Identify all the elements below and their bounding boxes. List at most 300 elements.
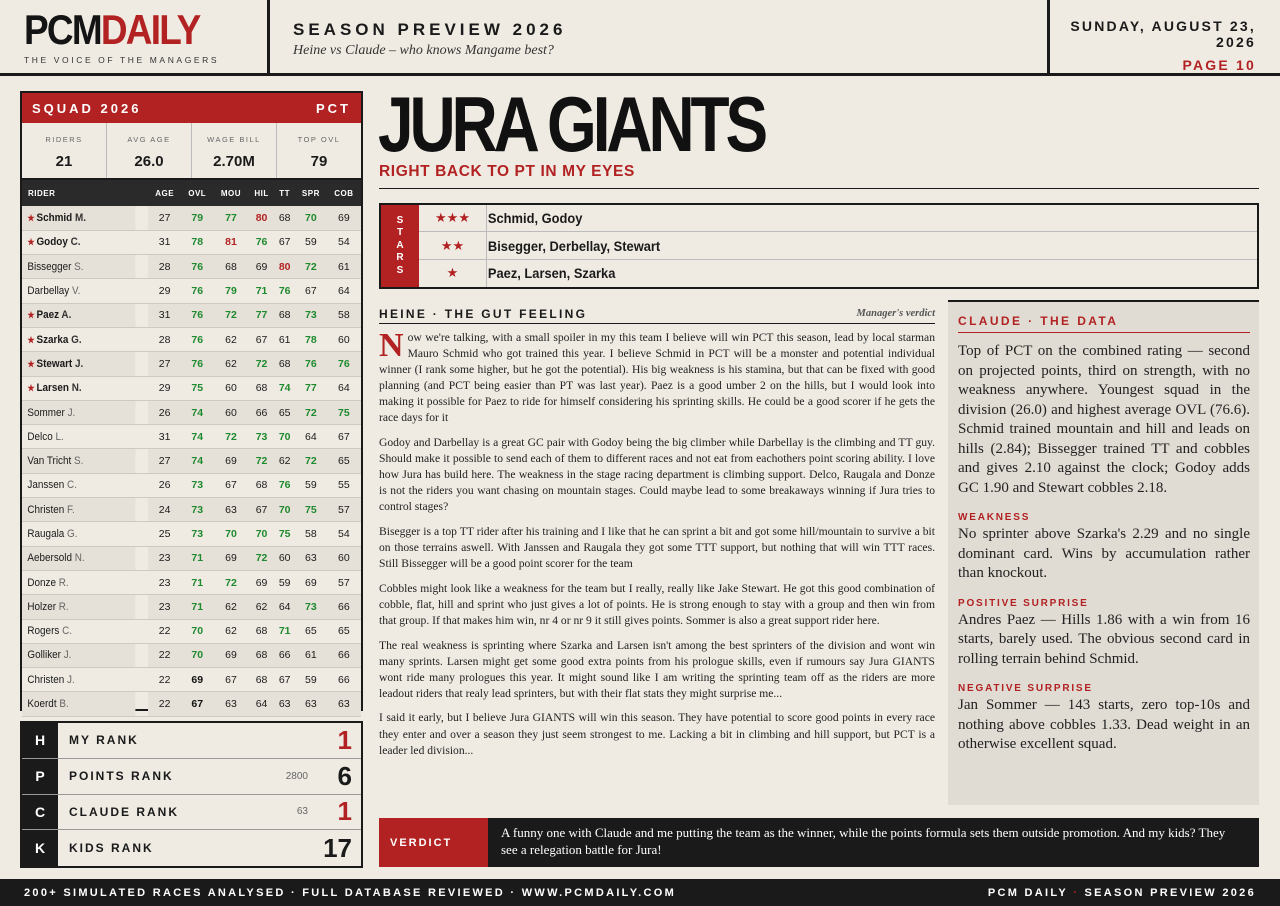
star-riders: Bisegger, Derbellay, Stewart <box>487 237 661 254</box>
claude-main-text: Top of PCT on the combined rating — second on projected points, third on strength, with no weakness anywhere. Youngest squad in the division (26.0) and highest average OVL (76.6). Schmid trained mountain and hill and leads on hills (2.84); Bissegger trained TT and cobbles and gives 2.10 against the clock; Godoy adds GC 1.90 and Stewart cobbles 2.18. <box>958 343 1250 496</box>
claude-title: CLAUDE · THE DATA <box>958 314 1250 333</box>
stars-tab <box>381 205 419 287</box>
rider-stat: 27 <box>148 449 181 473</box>
rider-stat: 68 <box>274 303 295 327</box>
squad-header <box>22 93 361 123</box>
rider-name <box>22 352 135 376</box>
rider-stat: 79 <box>181 206 213 230</box>
rider-stat: 75 <box>327 400 361 424</box>
heine-paragraph <box>379 524 935 572</box>
squad-division: PCT <box>316 100 351 116</box>
column-header[interactable]: TT <box>274 180 295 206</box>
rider-stat: 63 <box>295 692 327 716</box>
rider-stat: 70 <box>274 425 295 449</box>
rider-stat: 73 <box>295 303 327 327</box>
table-row[interactable] <box>22 230 361 254</box>
rider-name <box>22 279 135 303</box>
heine-paragraph-text: Cobbles might look like a weakness for the team but I really, really like Jake Stewart. He got this good combination of cobble, flat, hill and sprint who just gives a lot of points. He is strong enough to stay with a group and then win from that group. If that makes him win, nr 4 or nr 9 it still gives points. Sommer is also a great support rider here. <box>379 581 935 627</box>
rider-stat: 65 <box>295 619 327 643</box>
squad-stat-label: AVG AGE <box>127 135 171 144</box>
section-header <box>273 0 1047 73</box>
rider-stat: 71 <box>181 546 213 570</box>
rider-stat: 69 <box>213 546 249 570</box>
rider-name <box>22 473 135 497</box>
rider-surname: Sommer <box>27 406 65 419</box>
rider-stat: 76 <box>249 230 274 254</box>
rider-stat: 66 <box>274 643 295 667</box>
rider-stat: 66 <box>327 643 361 667</box>
rider-stat: 70 <box>295 206 327 230</box>
rider-stat: 54 <box>327 230 361 254</box>
rider-surname: Holzer <box>27 600 57 613</box>
column-header[interactable]: RIDER <box>22 180 148 206</box>
rider-stat: 79 <box>213 279 249 303</box>
rank-key: K <box>22 830 58 866</box>
rider-stat: 76 <box>181 327 213 351</box>
rider-stat: 60 <box>327 546 361 570</box>
claude-section-text: Jan Sommer — 143 starts, zero top-10s and nothing above cobbles 1.33. Dead weight in an otherwise excellent squad. <box>958 697 1250 752</box>
rider-stat: 64 <box>327 279 361 303</box>
table-row[interactable] <box>22 449 361 473</box>
verdict-label: VERDICT <box>379 818 488 867</box>
rider-stat: 76 <box>295 352 327 376</box>
rider-stat: 62 <box>213 327 249 351</box>
issue-date: SUNDAY, AUGUST 23, 2026 <box>1070 18 1256 50</box>
rider-stat: 74 <box>274 376 295 400</box>
rider-stat: 81 <box>213 230 249 254</box>
rider-stat: 68 <box>249 473 274 497</box>
rider-stat: 70 <box>181 643 213 667</box>
rider-stat: 69 <box>295 570 327 594</box>
claude-section-title: POSITIVE SURPRISE <box>958 597 1089 609</box>
rider-initial: N. <box>74 552 85 565</box>
claude-section-text: Andres Paez — Hills 1.86 with a win from 16 starts, barely used. The obvious second card in rolling terrain behind Schmid. <box>958 611 1250 667</box>
column-header[interactable]: MOU <box>213 180 249 206</box>
table-row[interactable] <box>22 279 361 303</box>
rider-name <box>22 425 135 449</box>
squad-stats <box>22 123 361 180</box>
table-row[interactable] <box>22 400 361 424</box>
table-row[interactable] <box>22 498 361 522</box>
rider-stat: 66 <box>327 595 361 619</box>
rider-surname: Donze <box>27 576 57 589</box>
rider-initial: G. <box>71 333 82 346</box>
rider-stat: 31 <box>148 425 181 449</box>
rider-initial: C. <box>67 479 77 492</box>
stars-tab-letter: T <box>396 227 404 239</box>
rider-stat: 76 <box>181 279 213 303</box>
rider-stat: 62 <box>213 619 249 643</box>
rider-stat: 64 <box>274 595 295 619</box>
star-icon: ★ <box>27 383 35 394</box>
table-row[interactable] <box>22 473 361 497</box>
rider-surname: Stewart <box>36 357 73 370</box>
stars-tab-letter: A <box>396 239 404 251</box>
rank-sub: 63 <box>296 806 308 818</box>
heine-paragraph-text: ow we're talking, with a small spoiler in my this team I believe will win PCT this season, lead by local starman Mauro Schmid who got trained this year. I believe Schmid in PCT will be a monster and potential individual winner (I rank some higher, but he got the potential). His big weakness is his stamina, but that can be fixed with good planning (and PCT being easier than PT was last year). Paez is a good umber 2 on the hills, but I would look into making it possible for Paez to ride for himself considering his sprinting skills. He could be a good scorer if he gets the race days for it <box>379 331 935 425</box>
column-header[interactable]: OVL <box>181 180 213 206</box>
rider-surname: Koerdt <box>27 698 57 711</box>
rider-stat: 55 <box>327 473 361 497</box>
table-row[interactable] <box>22 595 361 619</box>
stars-box <box>379 203 1259 289</box>
rider-stat: 71 <box>249 279 274 303</box>
rider-name <box>22 498 135 522</box>
rider-stat: 59 <box>274 570 295 594</box>
squad-stat-value: 26.0 <box>134 153 164 170</box>
masthead <box>0 0 1280 76</box>
dropcap: N <box>379 327 404 364</box>
table-row[interactable] <box>22 303 361 327</box>
rider-stat: 23 <box>148 570 181 594</box>
squad-stat-value: 2.70M <box>213 153 255 170</box>
rider-surname: Paez <box>36 309 60 322</box>
table-row[interactable] <box>22 206 361 230</box>
rider-surname: Szarka <box>36 333 69 346</box>
footer <box>0 879 1280 906</box>
rider-stat: 73 <box>249 425 274 449</box>
rank-value: 1 <box>337 724 352 755</box>
rider-name <box>22 303 135 327</box>
section-subtitle: Heine vs Claude – who knows Mangame best? <box>293 43 554 58</box>
squad-panel <box>20 91 363 711</box>
rider-stat: 72 <box>213 303 249 327</box>
table-row[interactable] <box>22 522 361 546</box>
rider-stat: 59 <box>295 473 327 497</box>
rank-value: 6 <box>337 760 352 791</box>
rider-stat: 73 <box>295 595 327 619</box>
rider-stat: 65 <box>274 400 295 424</box>
rider-surname: Larsen <box>36 382 69 395</box>
squad-stat <box>107 123 192 178</box>
rider-stat: 23 <box>148 595 181 619</box>
rider-name <box>22 692 135 716</box>
rider-surname: Golliker <box>27 649 61 662</box>
claude-section-title: WEAKNESS <box>958 512 1031 523</box>
rider-stat: 67 <box>327 425 361 449</box>
rider-name <box>22 255 135 279</box>
rider-stat: 63 <box>213 692 249 716</box>
rider-name <box>22 449 135 473</box>
rider-stat: 68 <box>274 352 295 376</box>
rider-stat: 68 <box>274 206 295 230</box>
rider-stat: 67 <box>274 230 295 254</box>
team-title: JURA GIANTS <box>378 80 765 168</box>
rider-stat: 62 <box>213 352 249 376</box>
rider-stat: 61 <box>327 255 361 279</box>
rider-stat: 74 <box>181 449 213 473</box>
title-divider <box>379 188 1259 189</box>
rider-stat: 62 <box>213 595 249 619</box>
rider-stat: 60 <box>274 546 295 570</box>
rider-surname: Rogers <box>27 625 60 638</box>
logo-pcm: PCM <box>24 6 101 53</box>
squad-stat-label: RIDERS <box>45 135 83 144</box>
rider-initial: L. <box>55 430 64 443</box>
rider-stat: 73 <box>181 473 213 497</box>
rider-stat: 31 <box>148 230 181 254</box>
rider-surname: Darbellay <box>27 285 70 298</box>
claude-section-text: No sprinter above Szarka's 2.29 and no single dominant card. Wins by accumulation rather than knockout. <box>958 526 1250 581</box>
rider-initial: M. <box>74 211 86 224</box>
rider-stat: 65 <box>327 619 361 643</box>
heine-paragraph-text: I said it early, but I believe Jura GIANTS will win this season. They have potential to score good points in every race they enter and over a season they just seem strongest to me. Lacking a bit in climbing and hill support, but PCT is a leader led division... <box>379 711 935 757</box>
rider-stat: 71 <box>181 570 213 594</box>
table-row[interactable] <box>22 668 361 692</box>
rider-stat: 76 <box>327 352 361 376</box>
rider-surname: Godoy <box>36 236 68 249</box>
rider-stat: 77 <box>295 376 327 400</box>
table-row[interactable] <box>22 570 361 594</box>
rider-stat: 58 <box>327 303 361 327</box>
rider-stat: 69 <box>213 449 249 473</box>
logo-daily: DAILY <box>100 6 200 53</box>
squad-stat <box>22 123 107 178</box>
rank-row <box>22 759 361 795</box>
rider-stat: 69 <box>249 255 274 279</box>
column-header[interactable]: SPR <box>295 180 327 206</box>
rider-stat: 60 <box>327 327 361 351</box>
column-header[interactable]: HIL <box>249 180 274 206</box>
rider-stat: 63 <box>327 692 361 716</box>
heine-body <box>379 327 935 767</box>
table-row[interactable] <box>22 255 361 279</box>
rider-stat: 63 <box>274 692 295 716</box>
rider-name <box>22 668 135 692</box>
rider-name <box>22 546 135 570</box>
team-subtitle: RIGHT BACK TO PT IN MY EYES <box>379 163 635 180</box>
rider-surname: Bissegger <box>27 260 72 273</box>
star-icon: ★ <box>27 237 35 248</box>
rider-stat: 77 <box>213 206 249 230</box>
rider-name <box>22 327 135 351</box>
rider-initial: N. <box>71 382 82 395</box>
rider-initial: B. <box>59 698 69 711</box>
stars-row <box>419 205 1257 232</box>
rider-stat: 69 <box>327 206 361 230</box>
rider-stat: 67 <box>213 668 249 692</box>
rider-stat: 24 <box>148 498 181 522</box>
stars-tab-letter: S <box>396 214 404 226</box>
rank-key: H <box>22 723 58 758</box>
rider-stat: 64 <box>295 425 327 449</box>
squad-stat-value: 79 <box>310 153 328 170</box>
logo[interactable] <box>24 8 200 52</box>
rank-row <box>22 830 361 866</box>
rider-stat: 65 <box>327 449 361 473</box>
rider-stat: 57 <box>327 498 361 522</box>
rider-stat: 22 <box>148 692 181 716</box>
page-number: PAGE 10 <box>1182 57 1256 73</box>
rider-stat: 74 <box>181 400 213 424</box>
claude-section-title: NEGATIVE SURPRISE <box>958 683 1093 694</box>
rider-stat: 62 <box>274 449 295 473</box>
rider-name <box>22 522 135 546</box>
rider-initial: S. <box>74 455 84 468</box>
stars-row <box>419 260 1257 287</box>
rider-stat: 72 <box>213 425 249 449</box>
rider-stat: 68 <box>213 255 249 279</box>
table-row[interactable] <box>22 546 361 570</box>
rider-stat: 67 <box>181 692 213 716</box>
rider-stat: 72 <box>249 449 274 473</box>
rider-stat: 77 <box>249 303 274 327</box>
rank-value: 1 <box>337 796 352 827</box>
table-row[interactable] <box>22 425 361 449</box>
logo-block <box>0 0 270 73</box>
table-row[interactable] <box>22 692 361 716</box>
squad-stat <box>192 123 277 178</box>
verdict-text: A funny one with Claude and me putting the team as the winner, while the points formula sets them outside promotion. And my kids? They see a relegation battle for Jura! <box>501 825 1226 857</box>
rider-initial: S. <box>74 260 84 273</box>
rank-key: P <box>22 759 58 794</box>
rider-table <box>22 180 361 717</box>
rider-stat: 71 <box>181 595 213 619</box>
heine-paragraph-text: Bisegger is a top TT rider after his training and I like that he can sprint a bit and got some hill/mountain to survive a bit on those terrains aswell. With Janssen and Raugala they got some TTT support, but nothing that will win TTT races. Still Bissegger will be a good point scorer for the team <box>379 525 935 571</box>
rider-stat: 67 <box>274 668 295 692</box>
rider-stat: 72 <box>295 400 327 424</box>
rider-stat: 26 <box>148 473 181 497</box>
rider-surname: Delco <box>27 430 53 443</box>
rider-stat: 76 <box>274 473 295 497</box>
column-header[interactable]: COB <box>327 180 361 206</box>
rider-initial: G. <box>67 528 78 540</box>
heine-title: HEINE · THE GUT FEELING <box>379 306 588 321</box>
rider-stat: 67 <box>249 498 274 522</box>
heine-paragraph-text: Godoy and Darbellay is a great GC pair with Godoy being the big climber while Darbellay is the climbing and TT guy. Should make it possible to send each of them to different races and not eat from eachothers point scoring ability. I love how Jura has build here. The weakness in the stage racing department is climbing support. Delco, Raugala and Donze is not the riders you want chasing on mountain stages. Could maybe lead to some breakaways winning if Jura tries to control stages? <box>379 436 935 514</box>
rider-stat: 74 <box>181 425 213 449</box>
rank-row <box>22 795 361 831</box>
rider-stat: 27 <box>148 206 181 230</box>
heine-paragraph <box>379 638 935 702</box>
rider-stat: 76 <box>274 279 295 303</box>
rider-stat: 61 <box>274 327 295 351</box>
table-row[interactable] <box>22 327 361 351</box>
table-row[interactable] <box>22 376 361 400</box>
heine-header <box>379 304 935 324</box>
rider-stat: 29 <box>148 376 181 400</box>
rider-stat: 76 <box>181 303 213 327</box>
rider-stat: 71 <box>274 619 295 643</box>
table-row[interactable] <box>22 352 361 376</box>
star-rating-icon: ★ <box>419 260 487 287</box>
rank-label: CLAUDE RANK <box>69 804 179 819</box>
rider-stat: 72 <box>295 255 327 279</box>
rider-stat: 26 <box>148 400 181 424</box>
rider-stat: 70 <box>274 498 295 522</box>
rider-surname: Schmid <box>36 211 73 224</box>
rider-initial: V. <box>71 285 81 298</box>
rider-surname: Janssen <box>27 479 65 492</box>
heine-paragraph <box>379 435 935 515</box>
rider-stat: 64 <box>249 692 274 716</box>
star-icon: ★ <box>27 212 35 223</box>
rider-stat: 61 <box>295 643 327 667</box>
rider-name <box>22 619 135 643</box>
rider-stat: 59 <box>295 668 327 692</box>
rider-stat: 58 <box>295 522 327 546</box>
star-riders: Paez, Larsen, Szarka <box>487 265 616 282</box>
footer-dot: · <box>1073 886 1080 899</box>
squad-stat <box>277 123 361 178</box>
rider-stat: 75 <box>274 522 295 546</box>
rider-stat: 68 <box>249 643 274 667</box>
footer-right <box>988 887 1256 899</box>
rider-stat: 67 <box>295 279 327 303</box>
claude-box <box>948 300 1259 805</box>
star-icon: ★ <box>27 334 35 345</box>
heine-paragraph <box>379 327 935 427</box>
rider-stat: 69 <box>181 668 213 692</box>
rank-value: 17 <box>323 832 352 863</box>
stars-tab-letter: R <box>396 252 404 264</box>
rider-stat: 63 <box>295 546 327 570</box>
rider-stat: 72 <box>249 352 274 376</box>
rider-stat: 57 <box>327 570 361 594</box>
rider-initial: C. <box>70 236 81 249</box>
rider-stat: 64 <box>327 376 361 400</box>
rider-stat: 23 <box>148 546 181 570</box>
footer-left[interactable]: 200+ SIMULATED RACES ANALYSED · FULL DATABASE REVIEWED · WWW.PCMDAILY.COM <box>24 886 677 899</box>
rider-stat: 31 <box>148 303 181 327</box>
star-riders: Schmid, Godoy <box>487 210 583 227</box>
rider-stat: 25 <box>148 522 181 546</box>
rider-name <box>22 230 135 254</box>
rider-stat: 60 <box>213 400 249 424</box>
rider-initial: C. <box>62 625 72 638</box>
rider-stat: 72 <box>249 546 274 570</box>
rider-stat: 80 <box>274 255 295 279</box>
rider-stat: 22 <box>148 619 181 643</box>
rider-stat: 70 <box>249 522 274 546</box>
squad-stat-label: WAGE BILL <box>207 135 261 144</box>
rider-surname: Van Tricht <box>27 455 72 468</box>
rider-surname: Raugala <box>27 528 65 540</box>
rider-stat: 67 <box>213 473 249 497</box>
logo-tagline: THE VOICE OF THE MANAGERS <box>24 55 220 65</box>
rider-stat: 75 <box>181 376 213 400</box>
rider-stat: 29 <box>148 279 181 303</box>
rider-stat: 68 <box>249 376 274 400</box>
table-row[interactable] <box>22 619 361 643</box>
rider-stat: 68 <box>249 668 274 692</box>
rider-stat: 28 <box>148 255 181 279</box>
rider-stat: 69 <box>213 643 249 667</box>
rider-stat: 66 <box>249 400 274 424</box>
rider-stat: 22 <box>148 643 181 667</box>
rider-stat: 70 <box>181 619 213 643</box>
rider-name <box>22 376 135 400</box>
rider-stat: 72 <box>295 449 327 473</box>
rider-initial: A. <box>61 309 72 322</box>
heine-paragraph <box>379 581 935 629</box>
rider-stat: 76 <box>181 352 213 376</box>
rank-label: POINTS RANK <box>69 769 174 784</box>
section-title: SEASON PREVIEW 2026 <box>293 20 567 39</box>
rider-surname: Christen <box>27 503 65 516</box>
rider-initial: R. <box>58 600 69 613</box>
rider-stat: 22 <box>148 668 181 692</box>
rider-stat: 68 <box>249 619 274 643</box>
rank-sub: 2800 <box>285 770 308 782</box>
star-rating-icon: ★★★ <box>419 205 487 231</box>
table-row[interactable] <box>22 643 361 667</box>
rider-stat: 73 <box>181 498 213 522</box>
heine-paragraph <box>379 710 935 758</box>
footer-brand: PCM DAILY <box>987 886 1068 899</box>
rank-row <box>22 723 361 759</box>
column-header[interactable]: AGE <box>148 180 181 206</box>
